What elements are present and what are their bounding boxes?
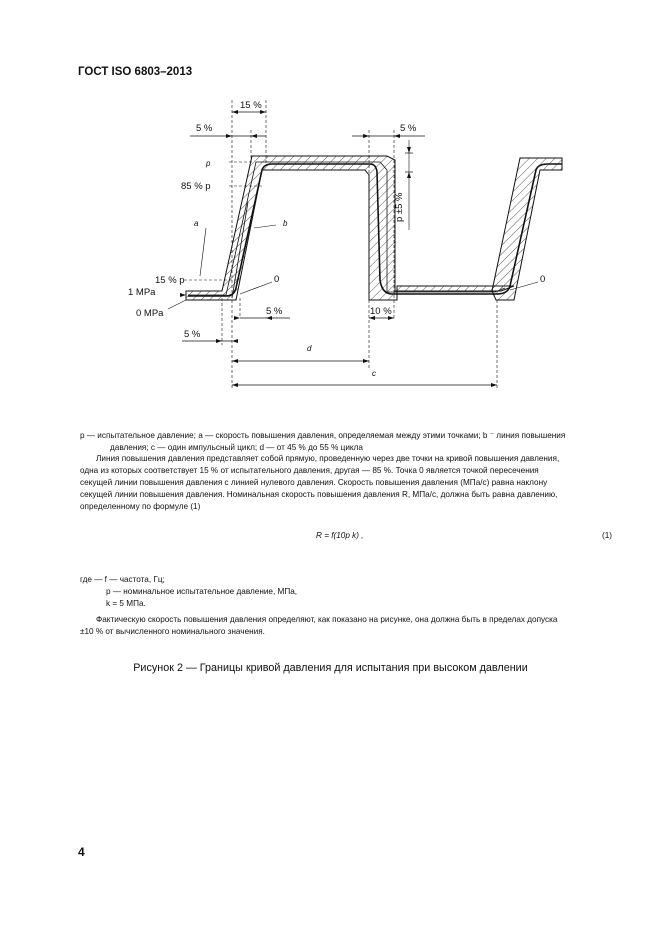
figure-caption: Рисунок 2 — Границы кривой давления для испытания при высоком давлении: [133, 662, 528, 674]
label-a: a: [194, 219, 199, 228]
tolerance-note: [80, 614, 612, 638]
para-line-1: Линия повышения давления представляет собой прямую, проведенную через две точки на кривой повышения давления,: [96, 454, 560, 463]
label-d: d: [307, 344, 312, 353]
label-5pct-top-right: 5 %: [400, 123, 417, 134]
para-line-5: определенному по формуле (1): [80, 502, 201, 511]
where-line-1: где — f — частота, Гц;: [80, 575, 165, 584]
legend-line-1: p — испытательное давление; a — скорость повышения давления, определяемая между этими точками; b ⁻ линия повышения: [80, 431, 566, 440]
pressure-curve-figure: [0, 90, 661, 400]
para-line-4: секущей линии повышения давления. Номинальная скорость повышения давления R, МПа/с, должна быть равна давлению,: [80, 490, 558, 499]
label-5pct-mid: 5 %: [266, 306, 283, 317]
figure-legend: [80, 430, 612, 454]
label-15pct-p: 15 % p: [155, 275, 185, 286]
label-zero-2: 0: [540, 274, 546, 285]
leader-zero-1: [240, 282, 272, 294]
para-line-3: секущей линии повышения давления с линией нулевого давления. Скорость повышения давления (МПа/с) равна наклону: [80, 478, 548, 487]
label-15pct-top: 15 %: [240, 100, 262, 111]
page-number: 4: [78, 845, 85, 859]
label-0mpa: 0 MPa: [136, 308, 164, 319]
formula-number: (1): [601, 531, 612, 540]
label-5pct-bottom: 5 %: [184, 329, 201, 340]
where-line-3: k = 5 МПа.: [106, 599, 146, 608]
where-line-2: p — номинальное испытательное давление, МПа,: [106, 587, 298, 596]
legend-line-2: давления; c — один импульсный цикл; d — от 45 % до 55 % цикла: [110, 443, 363, 452]
arrowheads: [180, 110, 497, 387]
note-line-2: ±10 % от вычисленного номинального значения.: [80, 627, 265, 636]
formula-variables: [80, 574, 612, 610]
label-zero-1: 0: [274, 274, 280, 285]
label-c: c: [372, 369, 376, 378]
label-1mpa: 1 MPa: [128, 287, 156, 298]
label-85pct-p: 85 % p: [181, 181, 211, 192]
document-header: ГОСТ ISO 6803–2013: [78, 66, 193, 78]
leader-a: [200, 228, 206, 276]
description-paragraph: [80, 453, 612, 513]
label-10pct: 10 %: [370, 306, 392, 317]
formula-expression: R = f(10p k) ,: [316, 531, 364, 540]
tolerance-band-2: [492, 158, 562, 300]
note-line-1: Фактическую скорость повышения давления определяют, как показано на рисунке, она должна быть в пределах допуска: [96, 615, 558, 624]
label-b: b: [283, 219, 288, 228]
formula-1: [80, 531, 612, 545]
leader-0mpa: [168, 300, 186, 309]
leader-b: [254, 225, 276, 228]
para-line-2: одна из которых соответствует 15 % от испытательного давления, другая — 85 %. Точка 0 является точкой пересечения: [80, 466, 539, 475]
label-p-tolerance: p ±5 %: [394, 192, 405, 222]
label-5pct-top-left: 5 %: [196, 123, 213, 134]
label-p: p: [206, 159, 211, 168]
